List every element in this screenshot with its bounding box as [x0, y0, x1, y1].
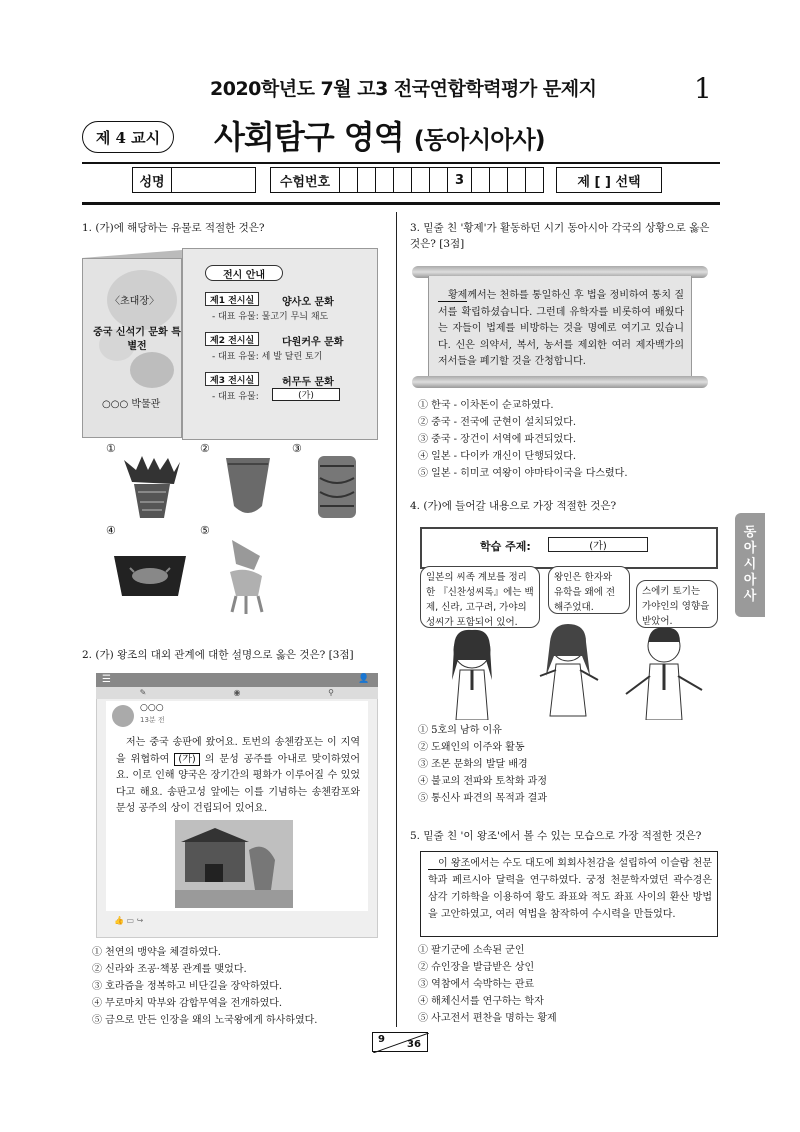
exhibit-name: 중국 신석기 문화 특별전 [93, 327, 181, 352]
footer-total: 36 [407, 1039, 421, 1050]
q5-choices [418, 942, 557, 1027]
room-1-culture: 양사오 문화 [282, 297, 334, 308]
artifact-2-comb-pot [222, 454, 274, 520]
q2-choice-3[interactable]: ③ 호라즘을 정복하고 비단길을 장악하였다. [92, 981, 283, 992]
q5-stem: 5. 밑줄 친 '이 왕조'에서 볼 수 있는 모습으로 가장 적절한 것은? [410, 830, 702, 842]
q3-passage-body: 께서는 천하를 통일하신 후 법을 정비하여 통치 질서를 확립하셨습니다. 그런데 유학자를 비롯하여 배웠다는 자들이 법제를 비방하는 것을 명예로 여기고 있습니다. 신은 의약서, 복서, 농서를 제외한 여러 제자백가의 저서들을 폐기할 것을 간청합니다. [438, 290, 684, 367]
room-3-artifact: - 대표 유물: [212, 392, 259, 402]
side-tab-char: 시 [743, 557, 757, 572]
session-badge: 제 4 교시 [82, 121, 174, 153]
option-3-label[interactable]: ③ [292, 442, 302, 455]
q2-choice-2[interactable]: ② 신라와 조공·책봉 관계를 맺었다. [92, 964, 247, 975]
user-icon[interactable]: 👤 [358, 674, 370, 684]
page-number: 1 [694, 72, 712, 105]
exam-number-box[interactable] [430, 167, 448, 193]
exam-number-fixed-digit: 3 [448, 167, 472, 193]
post-time: 13분 전 [140, 716, 165, 724]
comment-icon[interactable]: ▭ [126, 916, 135, 925]
exam-number-field [270, 167, 544, 193]
name-field [132, 167, 256, 193]
post-text [116, 735, 360, 818]
exhibit-guide-badge: 전시 안내 [205, 265, 283, 281]
select-label: 제 [ ] 선택 [556, 167, 662, 193]
q4-choice-3[interactable]: ③ 조몬 문화의 발달 배경 [418, 759, 528, 770]
post-text-post: 의 문성 공주를 아내로 맞이하였어요. 이로 인해 양국은 장기간의 평화가 이루어질 수 있었다고 해요. 송판고성 앞에는 이를 기념하는 송첸캄포와 문성 공주의 상이 건립되어 있어요. [116, 753, 360, 814]
name-input-box[interactable] [172, 167, 256, 193]
q3-choices [418, 397, 628, 482]
q4-stem: 4. (가)에 들어갈 내용으로 가장 적절한 것은? [410, 500, 617, 512]
q5-choice-3[interactable]: ③ 역참에서 숙박하는 관료 [418, 979, 535, 990]
artifact-4-pig-bowl [112, 548, 188, 600]
q2-choice-5[interactable]: ⑤ 금으로 만든 인장을 왜의 노국왕에게 하사하였다. [92, 1015, 318, 1026]
exam-number-box[interactable] [490, 167, 508, 193]
exam-number-label: 수험번호 [270, 167, 340, 193]
post-user: ○○○ [140, 703, 164, 713]
room-1-tag: 제1 전시실 [205, 292, 259, 306]
exam-number-box[interactable] [394, 167, 412, 193]
subject-title [214, 112, 545, 158]
room-2-culture: 다원커우 문화 [282, 337, 344, 348]
q5-choice-5[interactable]: ⑤ 사고전서 편찬을 명하는 황제 [418, 1013, 557, 1024]
speech-bubble-3: 스에키 토기는 가야인의 영향을 받았어. [636, 580, 718, 628]
q4-choices [418, 722, 547, 807]
exam-number-box[interactable] [472, 167, 490, 193]
header-rule-top [82, 162, 720, 164]
sns-tabs [96, 687, 378, 699]
q5-passage-body: 에서는 수도 대도에 회회사천감을 설립하여 이슬람 천문학과 페르시아 달력을 연구하였다. 궁정 천문학자였던 곽수경은 삼각 기하학을 이용하여 황도 좌표와 적도 좌표 사이의 환산 방법을 고안하였고, 여러 역법을 참작하여 수시력을 만들었다. [428, 858, 712, 920]
option-2-label[interactable]: ② [200, 442, 210, 455]
side-tab-char: 아 [743, 541, 757, 556]
museum-name: ○○○ 박물관 [102, 399, 161, 410]
share-icon[interactable]: ↪ [136, 916, 144, 925]
topic-label: 학습 주제: [480, 540, 531, 553]
speech-bubble-1: 일본의 씨족 계보를 정리한 『신찬성씨록』에는 백제, 신라, 고구려, 가야의 성씨가 포함되어 있어. [420, 566, 540, 628]
select-field [556, 167, 662, 193]
profile-icon[interactable]: ⚲ [328, 688, 334, 697]
q4-choice-2[interactable]: ② 도왜인의 이주와 활동 [418, 742, 525, 753]
q3-choice-1[interactable]: ① 한국 - 이차돈이 순교하였다. [418, 400, 554, 411]
side-tab-char: 사 [743, 589, 757, 604]
post-text-pre: 저는 중국 송판에 왔어요. 토번의 송첸캄포는 이 지역을 위협하여 [116, 737, 360, 765]
q3-underlined-term: 황제 [438, 290, 467, 302]
scroll-bottom-roll [412, 376, 708, 388]
header-rule-bottom [82, 202, 720, 205]
topic-blank: (가) [548, 537, 648, 552]
subject-side-tab [735, 513, 765, 617]
exam-number-box[interactable] [376, 167, 394, 193]
subject-subtitle: (동아시아사) [413, 126, 545, 154]
name-label: 성명 [132, 167, 172, 193]
side-tab-char: 아 [743, 573, 757, 588]
q2-stem: 2. (가) 왕조의 대외 관계에 대한 설명으로 옳은 것은? [3점] [82, 649, 354, 661]
q2-choices [92, 944, 317, 1029]
q5-choice-4[interactable]: ④ 해체신서를 연구하는 학자 [418, 996, 544, 1007]
room-1-artifact: - 대표 유물: 물고기 무늬 채도 [212, 312, 329, 322]
invite-label: 〈초대장〉 [110, 296, 159, 307]
option-1-label[interactable]: ① [106, 442, 116, 455]
page-footer [372, 1032, 428, 1052]
exam-number-box[interactable] [526, 167, 544, 193]
q3-choice-5[interactable]: ⑤ 일본 - 히미코 여왕이 야마타이국을 다스렸다. [418, 468, 628, 479]
exam-title: 2020학년도 7월 고3 전국연합학력평가 문제지 [210, 78, 597, 100]
post-photo [175, 820, 293, 908]
exam-number-box[interactable] [412, 167, 430, 193]
q3-choice-3[interactable]: ③ 중국 - 장건이 서역에 파견되었다. [418, 434, 577, 445]
subject-name: 사회탐구 영역 [214, 118, 404, 156]
post-reactions [114, 916, 143, 925]
speech-bubble-2: 왕인은 한자와 유학을 왜에 전해주었대. [548, 566, 630, 614]
artifact-1-flame-pot [118, 454, 186, 520]
exam-number-box[interactable] [508, 167, 526, 193]
column-divider [396, 212, 397, 1027]
q4-choice-4[interactable]: ④ 불교의 전파와 토착화 과정 [418, 776, 547, 787]
room-3-blank: (가) [272, 388, 340, 401]
q5-choice-2[interactable]: ② 슈인장을 발급받은 상인 [418, 962, 535, 973]
q5-passage [428, 855, 712, 923]
q4-choice-5[interactable]: ⑤ 통신사 파견의 목적과 결과 [418, 793, 547, 804]
option-4-label[interactable]: ④ [106, 524, 116, 537]
exam-number-box[interactable] [358, 167, 376, 193]
q2-choice-4[interactable]: ④ 무로마치 막부와 감합무역을 전개하였다. [92, 998, 283, 1009]
q3-choice-2[interactable]: ② 중국 - 전국에 군현이 설치되었다. [418, 417, 577, 428]
room-2-tag: 제2 전시실 [205, 332, 259, 346]
exam-number-box[interactable] [340, 167, 358, 193]
post-blank: (가) [174, 753, 199, 766]
side-tab-char: 동 [743, 525, 757, 540]
room-3-tag: 제3 전시실 [205, 372, 259, 386]
camera-icon[interactable]: ◉ [233, 688, 241, 697]
like-icon[interactable]: 👍 [114, 916, 124, 925]
menu-icon[interactable]: ☰ [102, 674, 111, 685]
avatar [112, 705, 134, 727]
artifact-3-painted-jar [314, 452, 360, 522]
q1-stem: 1. (가)에 해당하는 유물로 적절한 것은? [82, 222, 265, 234]
artifact-5-tripod-vessel [222, 536, 272, 616]
q2-choice-1[interactable]: ① 천연의 맹약을 체결하였다. [92, 947, 221, 958]
q3-choice-4[interactable]: ④ 일본 - 다이카 개신이 단행되었다. [418, 451, 577, 462]
q4-choice-1[interactable]: ① 5호의 남하 이유 [418, 725, 502, 736]
room-3-culture: 허무두 문화 [282, 377, 334, 388]
edit-icon[interactable]: ✎ [139, 688, 147, 697]
option-5-label[interactable]: ⑤ [200, 524, 210, 537]
q5-underlined-term: 이 왕조 [428, 858, 470, 870]
q5-choice-1[interactable]: ① 팔기군에 소속된 군인 [418, 945, 525, 956]
room-2-artifact: - 대표 유물: 세 발 달린 토기 [212, 352, 323, 362]
footer-page: 9 [378, 1034, 385, 1045]
students-illustration [420, 620, 718, 720]
sns-top-bar [96, 673, 378, 687]
q3-passage [438, 288, 684, 371]
q3-stem: 3. 밑줄 친 '황제'가 활동하던 시기 동아시아 각국의 상황으로 옳은 것은? [3점] [410, 222, 710, 250]
